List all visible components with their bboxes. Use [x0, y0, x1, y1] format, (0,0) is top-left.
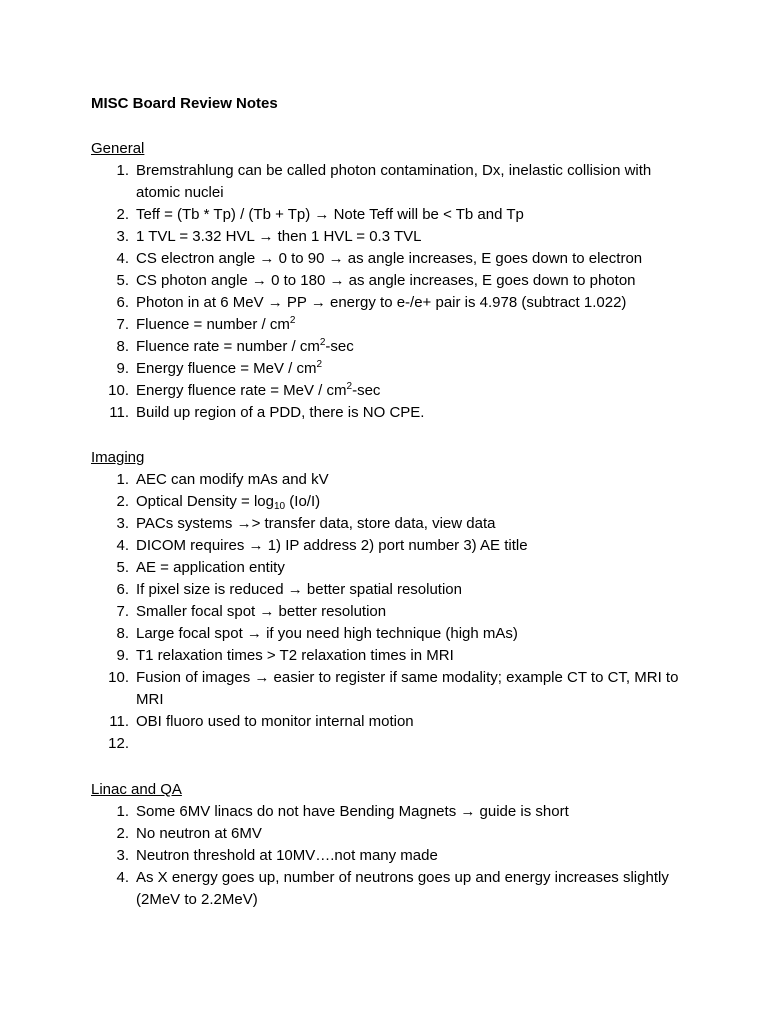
list-item: [91, 292, 691, 314]
list-item-number: 11.: [109, 713, 129, 730]
list-item: [91, 380, 691, 402]
list-item: [91, 667, 691, 711]
list-item: [91, 226, 691, 248]
list-item-number: 8.: [116, 338, 129, 355]
list-item-text: CS electron angle → 0 to 90 → as angle increases, E goes down to electron: [136, 250, 643, 267]
list-item-number: 2.: [116, 493, 129, 510]
list-item-text: OBI fluoro used to monitor internal motion: [136, 713, 414, 730]
list-item-number: 11.: [109, 404, 129, 421]
list-item-number: 1.: [116, 471, 129, 488]
list-item: [91, 402, 691, 424]
list-item: [91, 645, 691, 667]
list-item-number: 2.: [116, 825, 129, 842]
list-item: [91, 248, 691, 270]
list-item: [91, 270, 691, 292]
list-item-text: Smaller focal spot → better resolution: [136, 603, 387, 620]
list-item: [91, 314, 691, 336]
list-item-text: Build up region of a PDD, there is NO CPE.: [136, 404, 425, 421]
list-item-text: Energy fluence = MeV / cm: [136, 360, 317, 377]
list-item-text: Bremstrahlung can be called photon contamination, Dx, inelastic collision with atomic nuclei: [136, 162, 652, 201]
list-item-text: T1 relaxation times > T2 relaxation times in MRI: [136, 647, 454, 664]
list-item-number: 4.: [116, 250, 129, 267]
section-heading-imaging: Imaging: [91, 449, 145, 466]
superscript: 2: [319, 337, 326, 348]
list-item-number: 4.: [116, 537, 129, 554]
list-item: [91, 801, 691, 823]
list-item-number: 3.: [116, 515, 129, 532]
list-general: [91, 160, 691, 424]
section-heading-general: General: [91, 140, 145, 157]
list-item-text: Optical Density = log: [136, 493, 274, 510]
list-item-text: (Io/I): [285, 493, 321, 510]
list-item: [91, 160, 691, 204]
section-heading-linac-qa: Linac and QA: [91, 781, 182, 798]
list-item-number: 9.: [116, 360, 129, 377]
list-item-number: 7.: [116, 603, 129, 620]
list-item: [91, 557, 691, 579]
list-item-text: Some 6MV linacs do not have Bending Magnets → guide is short: [136, 803, 569, 820]
list-item-text: Energy fluence rate = MeV / cm: [136, 382, 347, 399]
list-item-number: 3.: [116, 847, 129, 864]
list-item-number: 10.: [108, 669, 129, 686]
list-item: [91, 204, 691, 226]
list-item: [91, 579, 691, 601]
list-item-text: Neutron threshold at 10MV….not many made: [136, 847, 438, 864]
list-item-text: Fluence = number / cm: [136, 316, 290, 333]
list-item-number: 7.: [116, 316, 129, 333]
superscript: 2: [346, 381, 353, 392]
list-item-text: -sec: [325, 338, 354, 355]
list-item-number: 5.: [116, 559, 129, 576]
list-item-text: Photon in at 6 MeV → PP → energy to e-/e+ pair is 4.978 (subtract 1.022): [136, 294, 627, 311]
list-item-text: Fusion of images → easier to register if same modality; example CT to CT, MRI to MRI: [136, 669, 679, 708]
superscript: 2: [316, 359, 323, 370]
list-item: [91, 358, 691, 380]
list-item-text: 1 TVL = 3.32 HVL → then 1 HVL = 0.3 TVL: [136, 228, 422, 245]
list-item-number: 1.: [116, 162, 129, 179]
list-item-number: 4.: [116, 869, 129, 886]
list-item-number: 8.: [116, 625, 129, 642]
list-item: [91, 336, 691, 358]
list-linac-qa: [91, 801, 691, 911]
list-item-text: As X energy goes up, number of neutrons goes up and energy increases slightly (2MeV to 2.2MeV): [136, 869, 669, 908]
list-item: [91, 513, 691, 535]
list-item-number: 9.: [116, 647, 129, 664]
list-item: [91, 867, 691, 911]
list-item-text: -sec: [352, 382, 381, 399]
list-item: [91, 845, 691, 867]
list-item-text: PACs systems →> transfer data, store data, view data: [136, 515, 496, 532]
list-item-text: Fluence rate = number / cm: [136, 338, 320, 355]
list-item-number: 2.: [116, 206, 129, 223]
list-item-text: Large focal spot → if you need high technique (high mAs): [136, 625, 518, 642]
superscript: 2: [289, 315, 296, 326]
list-item-number: 5.: [116, 272, 129, 289]
list-item-text: DICOM requires → 1) IP address 2) port number 3) AE title: [136, 537, 528, 554]
list-item-text: If pixel size is reduced → better spatial resolution: [136, 581, 462, 598]
list-item-number: 10.: [108, 382, 129, 399]
list-item: [91, 823, 691, 845]
subscript: 10: [273, 501, 286, 512]
list-item: [91, 711, 691, 733]
list-item: [91, 491, 691, 513]
list-item-text: CS photon angle → 0 to 180 → as angle increases, E goes down to photon: [136, 272, 636, 289]
list-item: [91, 601, 691, 623]
page-title: MISC Board Review Notes: [91, 95, 278, 112]
list-item-number: 12.: [108, 735, 129, 752]
list-imaging: [91, 469, 691, 752]
list-item: [91, 535, 691, 557]
list-item-text: AEC can modify mAs and kV: [136, 471, 329, 488]
list-item-text: AE = application entity: [136, 559, 285, 576]
list-item-text: No neutron at 6MV: [136, 825, 262, 842]
list-item-number: 1.: [116, 803, 129, 820]
list-item-number: 3.: [116, 228, 129, 245]
list-item-number: 6.: [116, 294, 129, 311]
list-item: [91, 469, 691, 491]
list-item: [91, 623, 691, 645]
list-item-text: Teff = (Tb * Tp) / (Tb + Tp) → Note Teff will be < Tb and Tp: [136, 206, 524, 223]
list-item-number: 6.: [116, 581, 129, 598]
